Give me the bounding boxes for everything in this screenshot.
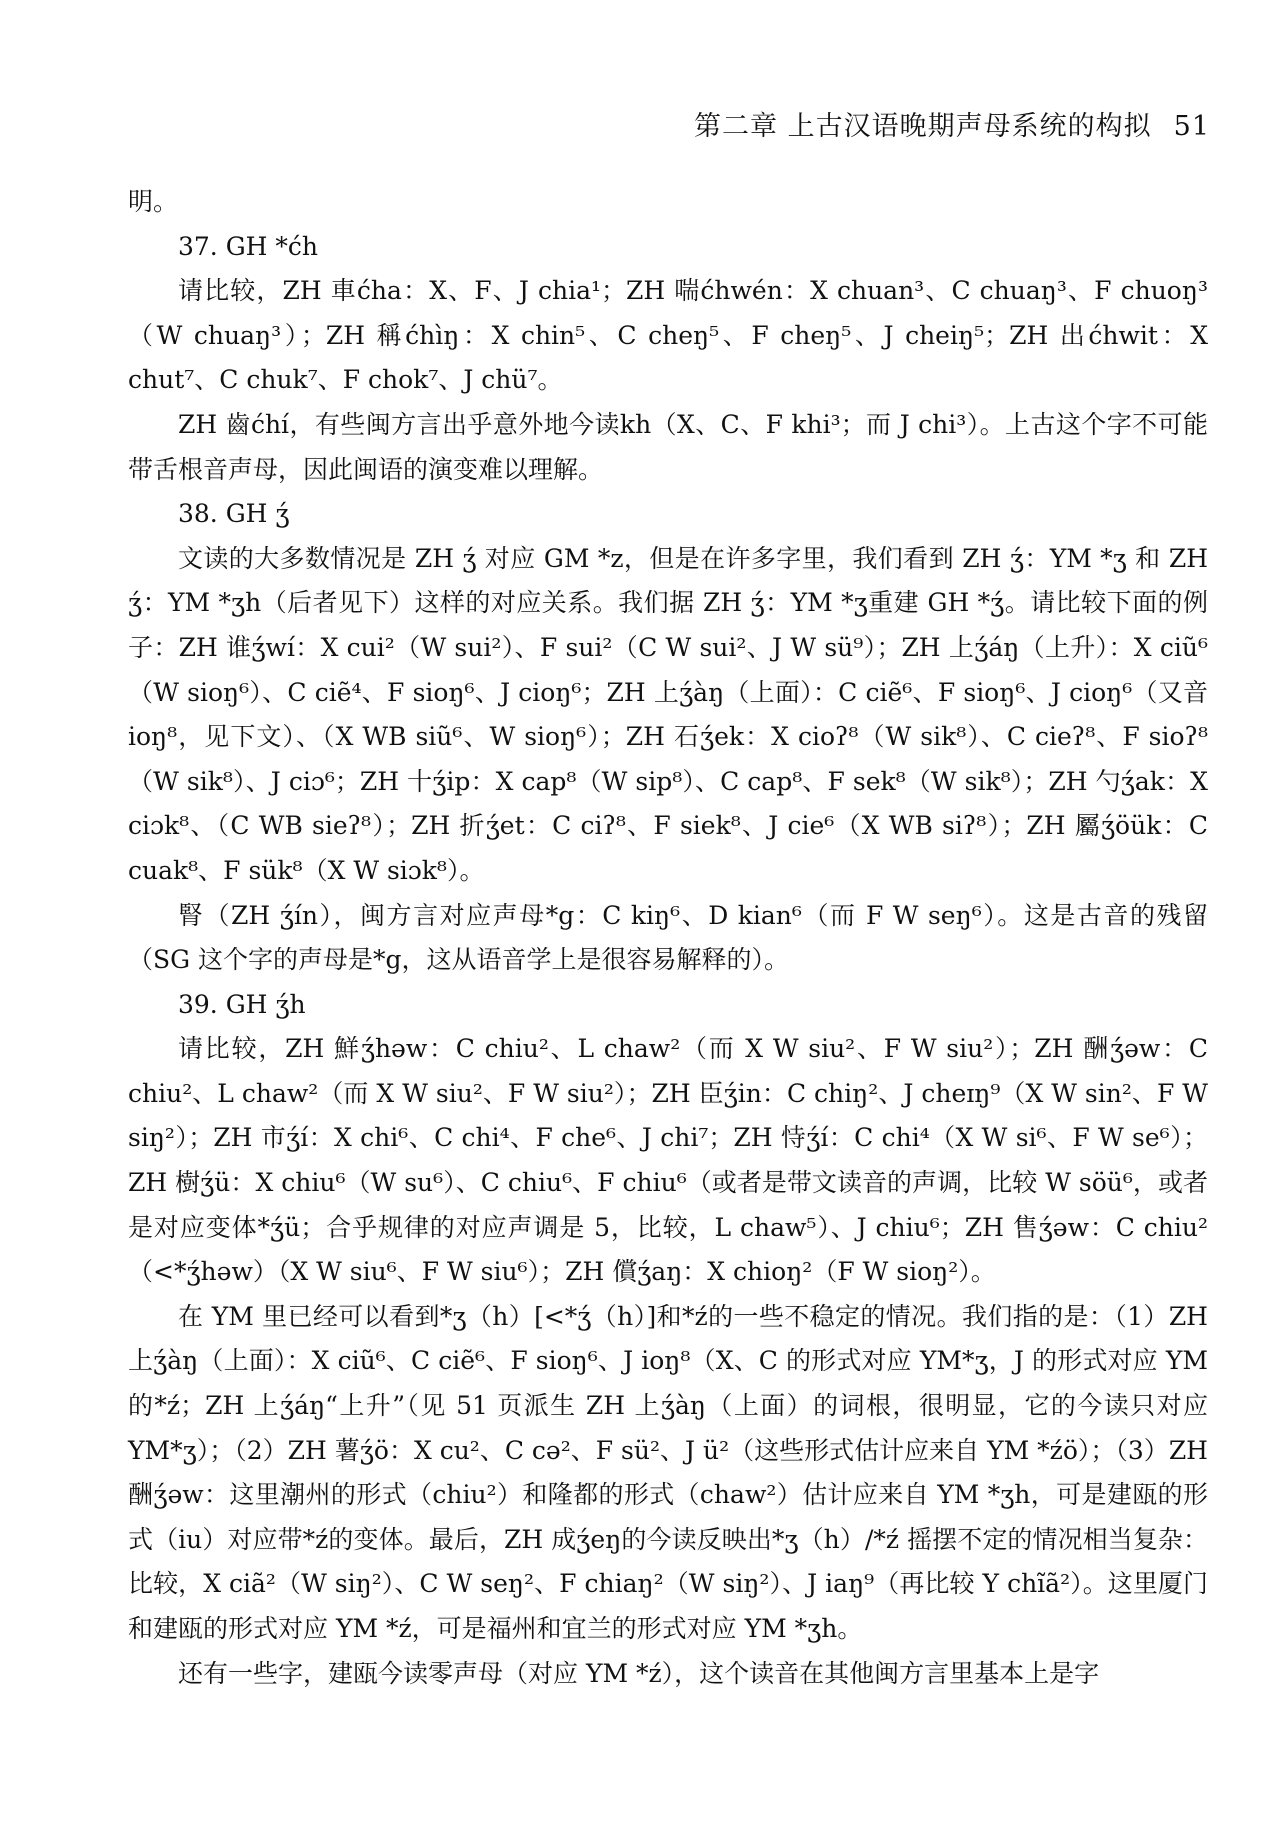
section-heading-37: 37. GH *ćh: [178, 231, 319, 261]
body-paragraph: 请比较，ZH 車ćha：X、F、J chia¹；ZH 喘ćhwén：X chuan³、C chuaŋ³、F chuoŋ³（W chuaŋ³）；ZH 稱ćhìŋ：X chin⁵、C cheŋ⁵、F cheŋ⁵、J cheiŋ⁵；ZH 出ćhwit：X chut⁷、C chuk⁷、F chok⁷、J chü⁷。: [128, 276, 1208, 395]
body-paragraph: 在 YM 里已经可以看到*ʒ（h）[<*ʒ́（h）]和*ź的一些不稳定的情况。我们指的是：（1）ZH 上ʒ́àŋ（上面）：X ciũ⁶、C ciẽ⁶、F sioŋ⁶、J ioŋ⁸（X、C 的形式对应 YM*ʒ，J 的形式对应 YM 的*ź；ZH 上ʒ́áŋ“上升”（见 51 页派生 ZH 上ʒ́àŋ（上面）的词根，很明显，它的今读只对应 YM*ʒ）；（2）ZH 薯ʒ́ö：X cu²、C cə²、F sü²、J ü²（这些形式估计应来自 YM *źö）；（3）ZH 酬ʒ́əw：这里潮州的形式（chiu²）和隆都的形式（chaw²）估计应来自 YM *ʒh，可是建瓯的形式（iu）对应带*ź的变体。最后，ZH 成ʒ́eŋ的今读反映出*ʒ（h）/*ź 摇摆不定的情况相当复杂：比较，X ciã²（W siŋ²）、C W seŋ²、F chiaŋ²（W siŋ²）、J iaŋ⁹（再比较 Y chĩã²）。这里厦门和建瓯的形式对应 YM *ź，可是福州和宜兰的形式对应 YM *ʒh。: [128, 1301, 1208, 1643]
section-heading-39: 39. GH ʒ́h: [178, 989, 306, 1019]
continuation-paragraph: 明。: [128, 187, 179, 216]
section-heading-38: 38. GH ʒ́: [178, 499, 290, 529]
body-paragraph: 腎（ZH ʒ́ín），闽方言对应声母*g：C kiŋ⁶、D kian⁶（而 F W seŋ⁶）。这是古音的残留（SG 这个字的声母是*g，这从语音学上是很容易解释的）。: [128, 900, 1208, 975]
body-paragraph: 请比较，ZH 鮮ʒ́həw：C chiu²、L chaw²（而 X W siu²、F W siu²）；ZH 酬ʒ́əw：C chiu²、L chaw²（而 X W siu²、F W siu²）；ZH 臣ʒ́in：C chiŋ²、J cheɪŋ⁹（X W sin²、F W siŋ²）；ZH 市ʒ́í：X chi⁶、C chi⁴、F che⁶、J chi⁷；ZH 恃ʒ́í：C chi⁴（X W si⁶、F W se⁶）；ZH 樹ʒ́ü：X chiu⁶（W su⁶）、C chiu⁶、F chiu⁶（或者是带文读音的声调，比较 W söü⁶，或者是对应变体*ʒ́ü；合乎规律的对应声调是 5，比较，L chaw⁵）、J chiu⁶；ZH 售ʒ́əw：C chiu²（<*ʒ́həw）（X W siu⁶、F W siu⁶）；ZH 償ʒ́aŋ：X chioŋ²（F W sioŋ²）。: [128, 1034, 1208, 1287]
running-title: 第二章 上古汉语晚期声母系统的构拟: [694, 111, 1152, 142]
body-paragraph: ZH 齒ćhí，有些闽方言出乎意外地今读kh（X、C、F khi³；而 J chi³）。上古这个字不可能带舌根音声母，因此闽语的演变难以理解。: [128, 409, 1208, 484]
body-paragraph: 还有一些字，建瓯今读零声母（对应 YM *ź），这个读音在其他闽方言里基本上是字: [178, 1658, 1100, 1688]
page-number: 51: [1173, 111, 1210, 142]
running-header: [694, 104, 1210, 143]
page-body: [128, 180, 1208, 1696]
body-paragraph: 文读的大多数情况是 ZH ʒ́ 对应 GM *z，但是在许多字里，我们看到 ZH ʒ́：YM *ʒ 和 ZH ʒ́：YM *ʒh（后者见下）这样的对应关系。我们据 ZH ʒ́：YM *ʒ重建 GH *ʒ́。请比较下面的例子：ZH 谁ʒ́wí：X cui²（W sui²）、F sui²（C W sui²、J W sü⁹）；ZH 上ʒ́áŋ（上升）：X ciũ⁶（W sioŋ⁶）、C ciẽ⁴、F sioŋ⁶、J cioŋ⁶；ZH 上ʒ́àŋ（上面）：C ciẽ⁶、F sioŋ⁶、J cioŋ⁶（又音ioŋ⁸，见下文）、（X WB siũ⁶、W sioŋ⁶）；ZH 石ʒ́ek：X cioʔ⁸（W sik⁸）、C cieʔ⁸、F sioʔ⁸（W sik⁸）、J ciɔ⁶；ZH 十ʒ́ip：X cap⁸（W sip⁸）、C cap⁸、F sek⁸（W sik⁸）；ZH 勺ʒ́ak：X ciɔk⁸、（C WB sieʔ⁸）；ZH 折ʒ́et：C ciʔ⁸、F siek⁸、J cie⁶（X WB siʔ⁸）；ZH 屬ʒ́öük：C cuak⁸、F sük⁸（X W siɔk⁸）。: [128, 543, 1208, 885]
